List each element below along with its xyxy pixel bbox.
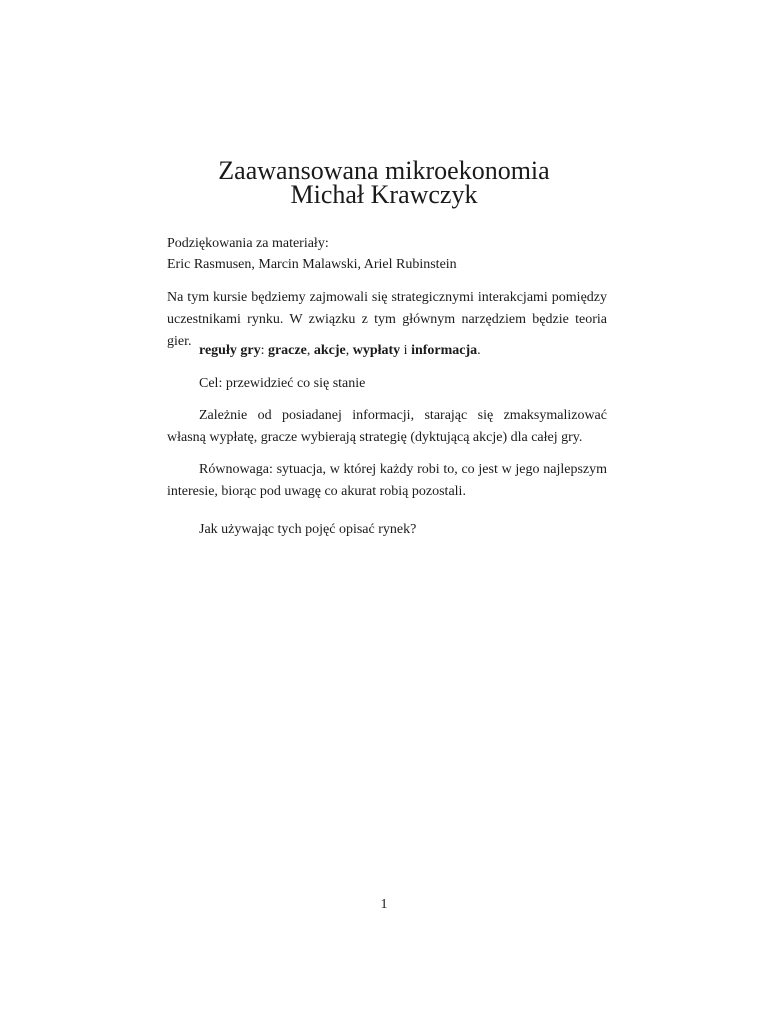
- rules-players: gracze: [267, 343, 307, 358]
- rules-paragraph: [167, 340, 607, 362]
- rules-label: reguły gry: [199, 343, 261, 358]
- rules-payoffs: wypłaty: [352, 343, 401, 358]
- strategy-paragraph: Zależnie od posiadanej informacji, starając się zmaksymalizować własną wypłatę, gracze wybierają strategię (dyktującą akcje) dla całej gry.: [167, 408, 607, 445]
- rules-end: .: [477, 343, 481, 358]
- acknowledgements-label: Podziękowania za materiały:: [167, 236, 329, 251]
- document-author: Michał Krawczyk: [290, 180, 478, 209]
- rules-sep2: ,: [345, 343, 353, 358]
- question-paragraph: Jak używając tych pojęć opisać rynek?: [199, 522, 417, 537]
- equilibrium-paragraph: Równowaga: sytuacja, w której każdy robi to, co jest w jego najlepszym interesie, biorąc pod uwagę co akurat robią pozostali.: [167, 462, 607, 499]
- rules-conj: i: [400, 343, 412, 358]
- page-number: 1: [380, 897, 388, 912]
- document-title: Zaawansowana mikroekonomia: [218, 156, 550, 185]
- rules-actions: akcje: [313, 343, 346, 358]
- rules-colon: :: [260, 343, 268, 358]
- acknowledgements-names: Eric Rasmusen, Marcin Malawski, Ariel Rubinstein: [167, 257, 457, 272]
- intro-paragraph: Na tym kursie będziemy zajmowali się strategicznymi interakcjami pomiędzy uczestnikami rynku. W związku z tym głównym narzędziem będzie teoria gier.: [167, 290, 607, 349]
- goal-paragraph: Cel: przewidzieć co się stanie: [199, 376, 366, 391]
- rules-information: informacja: [411, 343, 478, 358]
- rules-sep1: ,: [306, 343, 314, 358]
